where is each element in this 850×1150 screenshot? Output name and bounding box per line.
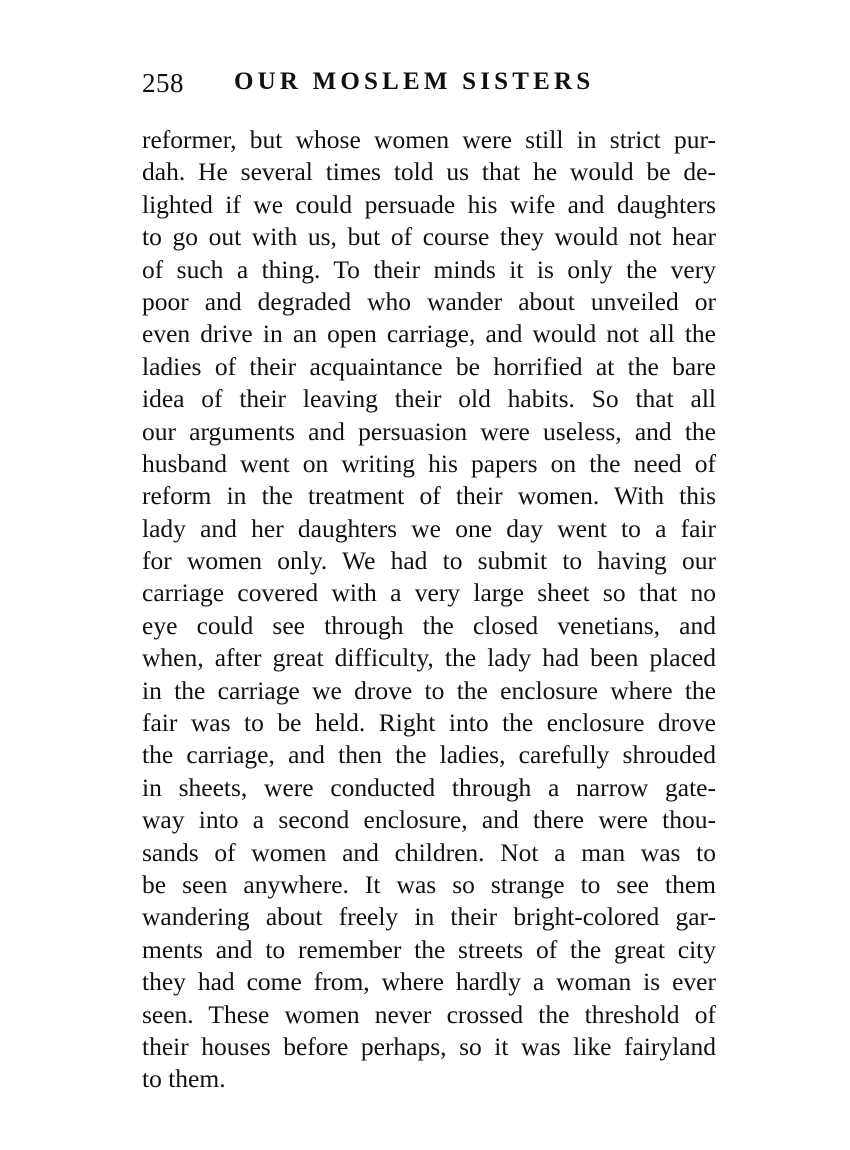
text-line: fair was to be held. Right into the enclosure drove xyxy=(142,708,716,738)
body-text xyxy=(142,124,716,1096)
text-line: be seen anywhere. It was so strange to see them xyxy=(142,869,716,899)
text-line: ladies of their acquaintance be horrified at the bare xyxy=(142,351,716,381)
text-line: sands of women and children. Not a man was to xyxy=(142,837,716,867)
text-line: carriage covered with a very large sheet so that no xyxy=(142,578,716,608)
text-line: to go out with us, but of course they would not hear xyxy=(142,222,716,252)
text-line: for women only. We had to submit to having our xyxy=(142,546,716,576)
text-line: reformer, but whose women were still in strict pur- xyxy=(142,125,716,154)
text-line: dah. He several times told us that he would be de- xyxy=(142,157,716,187)
text-line: husband went on writing his papers on the need of xyxy=(142,448,716,478)
text-line-last: to them. xyxy=(142,1064,226,1094)
running-title: OUR MOSLEM SISTERS xyxy=(234,68,595,95)
running-head xyxy=(142,68,742,108)
text-line: the carriage, and then the ladies, carefully shrouded xyxy=(142,740,716,770)
text-line: lighted if we could persuade his wife and daughters xyxy=(142,189,716,219)
text-line: ments and to remember the streets of the great city xyxy=(142,934,716,964)
text-line: way into a second enclosure, and there were thou- xyxy=(142,805,716,835)
text-line: of such a thing. To their minds it is only the very xyxy=(142,254,716,284)
text-line: in sheets, were conducted through a narrow gate- xyxy=(142,772,716,802)
text-line: lady and her daughters we one day went to a fair xyxy=(142,513,716,543)
text-line: wandering about freely in their bright-colored gar- xyxy=(142,902,716,932)
text-line: their houses before perhaps, so it was like fairyland xyxy=(142,1031,716,1061)
text-line: reform in the treatment of their women. With this xyxy=(142,481,716,511)
text-line: seen. These women never crossed the threshold of xyxy=(142,999,716,1029)
text-line: poor and degraded who wander about unveiled or xyxy=(142,286,716,316)
page-number: 258 xyxy=(142,68,184,98)
text-line: when, after great difficulty, the lady had been placed xyxy=(142,643,716,673)
text-line: even drive in an open carriage, and would not all the xyxy=(142,319,716,349)
text-line: idea of their leaving their old habits. So that all xyxy=(142,384,716,414)
text-line: in the carriage we drove to the enclosure where the xyxy=(142,675,716,705)
text-line: they had come from, where hardly a woman is ever xyxy=(142,967,716,997)
text-line: our arguments and persuasion were useless, and the xyxy=(142,416,716,446)
text-line: eye could see through the closed venetians, and xyxy=(142,610,716,640)
